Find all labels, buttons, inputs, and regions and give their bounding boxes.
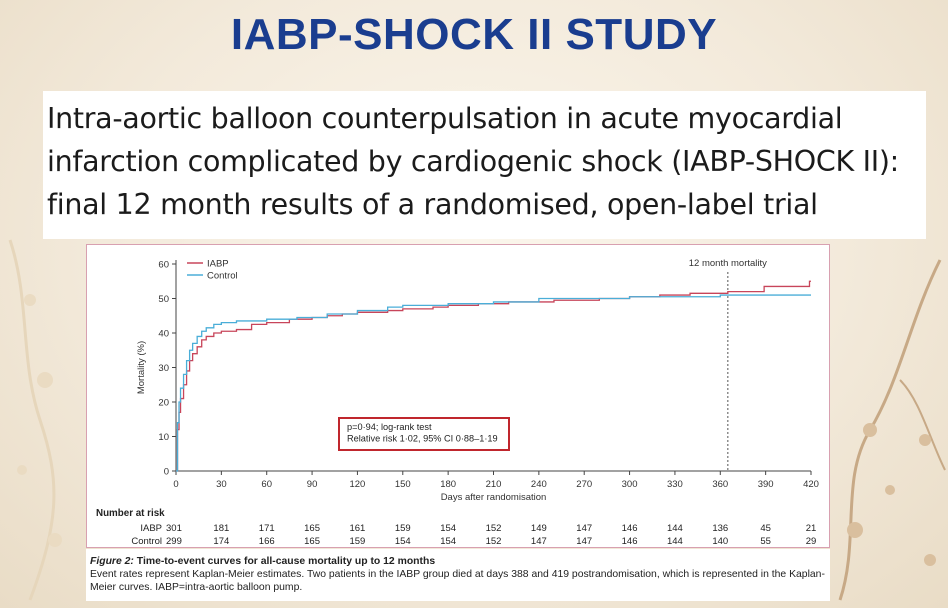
x-tick-label: 420 xyxy=(803,479,819,490)
risk-value: 147 xyxy=(576,536,593,547)
risk-value: 140 xyxy=(712,536,729,547)
y-tick-label: 50 xyxy=(158,294,169,305)
figure-caption xyxy=(86,549,830,601)
legend-label-iabp: IABP xyxy=(207,258,229,270)
risk-value: 152 xyxy=(485,536,502,547)
x-tick-label: 240 xyxy=(530,479,547,490)
x-tick-label: 180 xyxy=(440,479,457,490)
twelve-month-label: 12 month mortality xyxy=(688,258,767,269)
risk-value: 147 xyxy=(576,523,593,534)
x-tick-label: 330 xyxy=(666,479,683,490)
caption-text: Event rates represent Kaplan-Meier estimates. Two patients in the IABP group died at days 388 and 419 postrandomisation, which is represented in the Kaplan-Meier curves. IABP=intra-aortic balloon pump. xyxy=(90,569,825,593)
kaplan-meier-chart xyxy=(87,245,829,547)
risk-value: 147 xyxy=(530,536,547,547)
x-tick-label: 360 xyxy=(712,479,729,490)
x-tick-label: 300 xyxy=(621,479,638,490)
risk-value: 166 xyxy=(258,536,275,547)
risk-value: 136 xyxy=(712,523,729,534)
risk-value: 146 xyxy=(621,536,638,547)
y-tick-label: 20 xyxy=(158,397,169,409)
y-tick-label: 40 xyxy=(158,328,169,340)
number-at-risk-heading: Number at risk xyxy=(96,508,165,519)
risk-value: 144 xyxy=(666,523,683,534)
risk-value: 171 xyxy=(258,523,275,534)
risk-value: 144 xyxy=(666,536,683,547)
risk-value: 149 xyxy=(530,523,547,534)
caption-figure-label: Figure 2: xyxy=(90,556,134,567)
x-tick-label: 150 xyxy=(394,479,411,490)
caption-figure-title: Time-to-event curves for all-cause mortality up to 12 months xyxy=(136,556,436,567)
x-tick-label: 120 xyxy=(349,479,366,490)
y-tick-label: 10 xyxy=(158,432,169,443)
x-tick-label: 390 xyxy=(757,479,774,490)
x-tick-label: 270 xyxy=(576,479,593,490)
paper-title-box xyxy=(43,91,926,239)
risk-value: 154 xyxy=(440,523,457,534)
risk-value: 174 xyxy=(213,536,230,547)
y-tick-label: 60 xyxy=(158,259,169,271)
risk-value: 55 xyxy=(760,536,771,547)
risk-value: 21 xyxy=(805,523,817,534)
risk-value: 165 xyxy=(304,536,321,547)
figure-panel xyxy=(86,244,830,548)
x-tick-label: 30 xyxy=(216,479,227,490)
risk-value: 301 xyxy=(166,523,182,534)
risk-row-label-iabp: IABP xyxy=(140,523,162,534)
risk-value: 154 xyxy=(440,536,457,547)
risk-row-label-control: Control xyxy=(131,536,162,547)
x-tick-label: 210 xyxy=(485,479,502,490)
x-tick-label: 60 xyxy=(261,479,273,490)
y-tick-label: 0 xyxy=(163,466,169,478)
y-tick-label: 30 xyxy=(158,363,169,374)
risk-value: 159 xyxy=(394,523,411,534)
stats-line: p=0·94; log-rank test xyxy=(347,422,432,432)
risk-value: 146 xyxy=(621,523,638,534)
risk-value: 154 xyxy=(394,536,411,547)
decorative-branch-right xyxy=(830,240,948,608)
paper-title: Intra-aortic balloon counterpulsation in acute myocardial infarction complicated by cardiogenic shock (IABP-SHOCK II): final 12 month results of a randomised, open-label trial xyxy=(47,102,899,221)
stats-line: Relative risk 1·02, 95% CI 0·88–1·19 xyxy=(347,433,498,444)
risk-value: 161 xyxy=(349,523,366,534)
risk-value: 299 xyxy=(166,536,182,547)
y-axis-label: Mortality (%) xyxy=(136,340,147,395)
risk-value: 29 xyxy=(805,536,817,547)
legend-label-control: Control xyxy=(207,270,238,282)
risk-value: 165 xyxy=(304,523,321,534)
x-tick-label: 90 xyxy=(306,479,318,490)
risk-value: 159 xyxy=(349,536,366,547)
x-tick-label: 0 xyxy=(173,479,179,490)
risk-value: 45 xyxy=(760,523,771,534)
caption-heading xyxy=(90,555,828,568)
slide-title: IABP-SHOCK II STUDY xyxy=(230,10,718,59)
risk-value: 152 xyxy=(485,523,502,534)
risk-value: 181 xyxy=(213,523,230,534)
x-axis-label: Days after randomisation xyxy=(440,492,547,503)
